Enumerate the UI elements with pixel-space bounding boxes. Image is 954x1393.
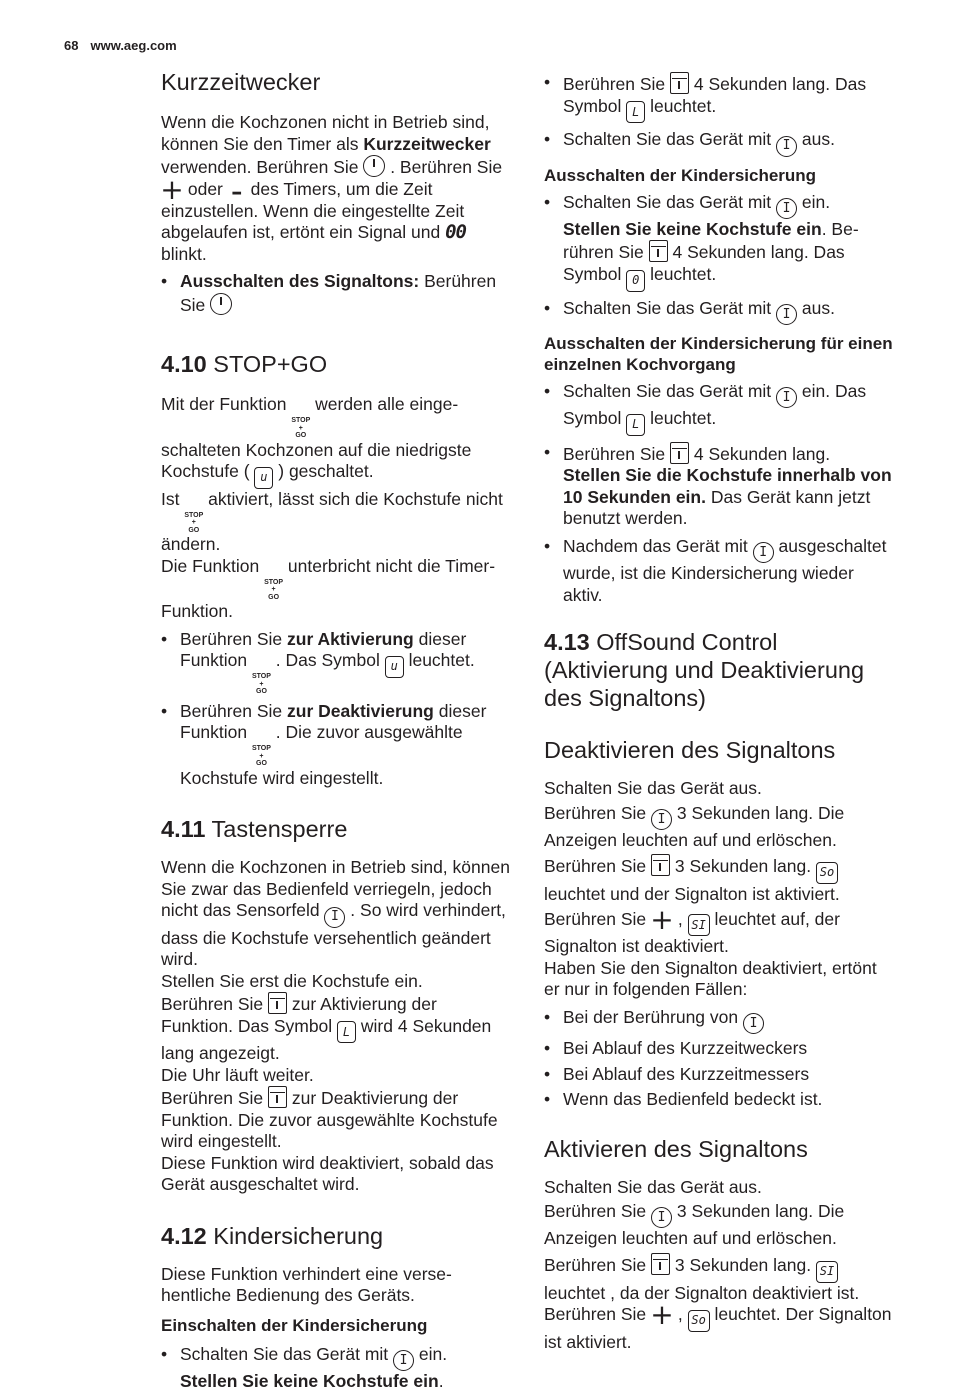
kurzzeitwecker-heading: Kurzzeitwecker <box>161 69 321 95</box>
power-icon: I <box>776 198 797 219</box>
einschalten-list <box>161 1344 513 1393</box>
left-column <box>161 68 513 1393</box>
symbol-si-icon: SI <box>816 1261 838 1283</box>
stopgo-text-3: Die Funktion STOP + GO unterbricht nicht die Timer-Funktion. <box>161 555 496 622</box>
stopgo-text-2: Ist STOP + GO aktiviert, lässt sich die Kochstufe nicht ändern. <box>161 488 503 555</box>
symbol-so-icon: So <box>688 1310 710 1332</box>
lock-icon <box>268 1086 287 1108</box>
tastensperre-text-2: Stellen Sie erst die Kochstufe ein. <box>161 970 423 991</box>
lock-icon <box>651 1253 670 1275</box>
deaktivieren-text-4: Berühren Sie + , SI leuchtet auf, der Signalton ist deaktiviert. <box>544 902 840 957</box>
tastensperre-text-4: Die Uhr läuft weiter. <box>161 1064 314 1085</box>
plus-icon: + <box>160 172 184 206</box>
timer-icon <box>210 293 232 315</box>
plus-icon: + <box>650 1298 674 1331</box>
stop-go-icon: STOP + GO <box>264 578 284 601</box>
lock-icon <box>670 442 689 464</box>
aktivieren-text-1: Schalten Sie das Gerät aus. <box>544 1176 762 1197</box>
power-icon: I <box>743 1013 764 1034</box>
plus-icon: + <box>650 902 674 936</box>
list-item: • Berühren Sie 4 Sekunden lang. Stellen Sie die Kochstufe innerhalb von 10 Sekunden ein. Das Gerät kann jetzt benutzt werden. <box>544 442 896 530</box>
tastensperre-text-5: Berühren Sie zur Deaktivierung der Funktion. Die zuvor ausgewählte Kochstufe wird eingestellt. <box>161 1088 498 1152</box>
aktivieren-heading: Aktivieren des Signaltons <box>544 1135 808 1162</box>
list-item: • Bei Ablauf des Kurzzeitmessers <box>544 1064 896 1086</box>
list-item: • Schalten Sie das Gerät mit I aus. <box>544 129 896 156</box>
stopgo-list <box>161 629 513 790</box>
deaktivieren-list <box>544 1007 896 1111</box>
timer-icon <box>363 155 385 177</box>
power-icon: I <box>776 304 797 325</box>
list-item: • Schalten Sie das Gerät mit I ein. Stellen Sie keine Kochstufe ein. <box>161 1344 513 1393</box>
kindersicherung-text: Diese Funktion verhindert eine versehentliche Bedienung des Geräts. <box>161 1263 452 1306</box>
stop-go-icon: STOP + GO <box>251 673 271 696</box>
list-item: • Berühren Sie zur Deaktivierung dieser Funktion STOP + GO . Die zuvor ausgewählte Kochstufe wird eingestellt. <box>161 701 513 790</box>
site-url[interactable]: www.aeg.com <box>90 38 177 53</box>
lock-icon <box>649 240 668 262</box>
list-item: • Nachdem das Gerät mit I ausgeschaltet wurde, ist die Kindersicherung wieder aktiv. <box>544 536 896 606</box>
deaktivieren-text-1: Schalten Sie das Gerät aus. <box>544 778 762 798</box>
section-4-13-heading: 4.13 OffSound Control (Aktivierung und Deaktivierung des Signaltons) <box>544 629 865 711</box>
kurzzeitwecker-text: Wenn die Kochzonen nicht in Betrieb sind, können Sie den Timer als Kurzzeitwecker verwenden. Berühren Sie . Berühren Sie + oder – des Timers, um die Zeit einzustellen. Wenn die eingestellte Zeit abgelaufen ist, ertönt ein Signal und 00 blinkt. <box>160 112 503 264</box>
section-4-12-heading: 4.12 Kindersicherung <box>161 1222 384 1249</box>
list-item: • Schalten Sie das Gerät mit I ein. Das Symbol L leuchtet. <box>544 381 896 436</box>
aktivieren-text-3: Berühren Sie 3 Sekunden lang. SI leuchtet , da der Signalton deaktiviert ist. Berühren Sie + , So leuchtet. Der Signalton ist aktiviert. <box>544 1254 892 1352</box>
list-item: • Schalten Sie das Gerät mit I ein. Stellen Sie keine Kochstufe ein. Berühren Sie 4 Sekunden lang. Das Symbol 0 leuchtet. <box>544 192 896 292</box>
section-4-11-heading: 4.11 Tastensperre <box>161 816 348 843</box>
display-00-symbol: 00 <box>445 221 466 243</box>
symbol-so-icon: So <box>816 862 838 884</box>
right-column <box>544 72 896 1353</box>
symbol-0-icon: 0 <box>626 270 645 292</box>
einzelner-kochvorgang-list <box>544 381 896 606</box>
list-item: • Schalten Sie das Gerät mit I aus. <box>544 298 896 325</box>
kurzzeitwecker-list <box>161 271 513 316</box>
ausschalten-list <box>544 192 896 325</box>
list-item: • Wenn das Bedienfeld bedeckt ist. <box>544 1089 896 1111</box>
stopgo-text-1: Mit der Funktion STOP + GO werden alle eingeschalteten Kochzonen auf die niedrigste Kochstufe ( u ) geschaltet. <box>161 394 513 489</box>
deaktivieren-text-2: Berühren Sie I 3 Sekunden lang. Die Anzeigen leuchten auf und erlöschen. <box>544 802 845 850</box>
symbol-u-icon: u <box>254 467 273 489</box>
symbol-u-icon: u <box>385 656 404 678</box>
list-item: • Ausschalten des Signaltons: Berühren Sie <box>161 271 513 316</box>
power-icon: I <box>651 1207 672 1228</box>
ausschalten-subheading: Ausschalten der Kindersicherung <box>544 165 817 185</box>
power-icon: I <box>776 136 797 157</box>
lock-icon <box>268 992 287 1014</box>
page-number: 68 <box>64 38 79 53</box>
stop-go-icon: STOP + GO <box>291 417 311 439</box>
symbol-si-icon: SI <box>688 914 710 936</box>
deaktivieren-text-5: Haben Sie den Signalton deaktiviert, ertönt er nur in folgenden Fällen: <box>544 957 877 1000</box>
lock-icon <box>670 72 689 94</box>
aktivieren-text-2: Berühren Sie I 3 Sekunden lang. Die Anzeigen leuchten auf und erlöschen. <box>544 1201 845 1249</box>
section-4-10-heading: 4.10 STOP+GO <box>161 351 328 377</box>
list-item: • Bei Ablauf des Kurzzeitweckers <box>544 1038 896 1060</box>
tastensperre-text-3: Berühren Sie zur Aktivierung der Funktion. Das Symbol L wird 4 Sekunden lang angezeigt. <box>161 994 492 1064</box>
list-item: • Bei der Berührung von I <box>544 1007 896 1034</box>
power-icon: I <box>651 809 672 830</box>
tastensperre-text-6: Diese Funktion wird deaktiviert, sobald das Gerät ausgeschaltet wird. <box>161 1152 494 1195</box>
power-icon: I <box>393 1350 414 1371</box>
power-icon: I <box>324 907 345 928</box>
list-item: • Berühren Sie zur Aktivierung dieser Funktion STOP + GO . Das Symbol u leuchtet. <box>161 629 513 696</box>
power-icon: I <box>753 542 774 563</box>
deaktivieren-text-3: Berühren Sie 3 Sekunden lang. So leuchtet und der Signalton ist aktiviert. <box>544 856 840 904</box>
page-header <box>64 38 177 53</box>
stop-go-icon: STOP + GO <box>184 511 204 534</box>
kindersicherung-list-1 <box>544 72 896 157</box>
lock-icon <box>651 854 670 876</box>
symbol-l-icon: L <box>337 1021 356 1043</box>
einzelner-kochvorgang-subheading: Ausschalten der Kindersicherung für einen einzelnen Kochvorgang <box>544 333 893 374</box>
stop-go-icon: STOP + GO <box>251 745 271 768</box>
deaktivieren-heading: Deaktivieren des Signaltons <box>544 737 836 763</box>
minus-icon: – <box>231 179 243 205</box>
list-item: • Berühren Sie 4 Sekunden lang. Das Symbol L leuchtet. <box>544 72 896 123</box>
power-icon: I <box>776 387 797 408</box>
einschalten-subheading: Einschalten der Kindersicherung <box>161 1315 428 1335</box>
tastensperre-text-1: Wenn die Kochzonen in Betrieb sind, können Sie zwar das Bedienfeld verriegeln, jedoch nicht das Sensorfeld I . So wird verhindert, dass die Kochstufe versehentlich geändert wird. <box>161 857 510 969</box>
symbol-l-icon: L <box>626 101 645 123</box>
symbol-l-icon: L <box>626 414 645 436</box>
